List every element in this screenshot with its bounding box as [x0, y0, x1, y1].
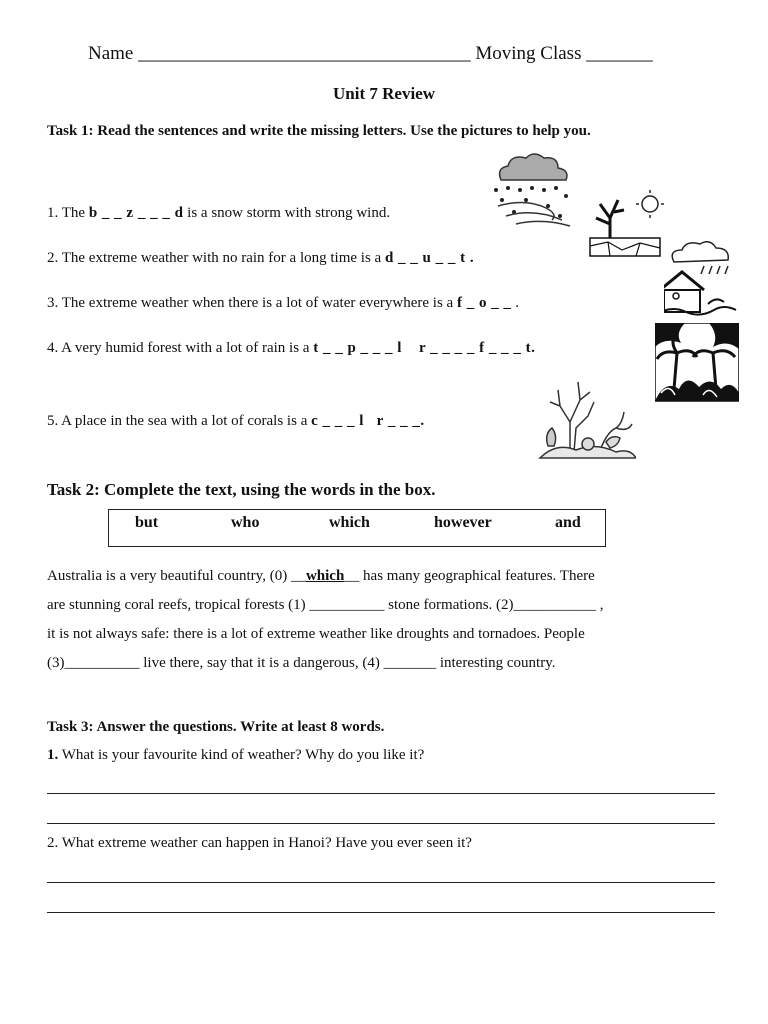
word-box-item: however — [434, 514, 492, 531]
coral-reef-icon — [536, 372, 636, 462]
item-text: . — [511, 295, 519, 311]
name-label: Name — [88, 43, 134, 64]
missing-letters[interactable]: c _ _ _ l r _ _ _. — [311, 413, 425, 429]
class-label: Moving Class — [475, 43, 582, 64]
answer-line[interactable] — [47, 912, 715, 913]
task3-instruction: Task 3: Answer the questions. Write at least 8 words. — [47, 719, 385, 735]
task1-item-1 — [47, 205, 390, 222]
task1-item-3 — [47, 295, 519, 312]
word-box-item: but — [135, 514, 159, 531]
rainforest-icon — [655, 323, 739, 403]
task2-text-line: it is not always safe: there is a lot of extreme weather like droughts and tornadoes. People — [47, 626, 585, 642]
snowstorm-icon — [486, 150, 576, 230]
task1-instruction: Task 1: Read the sentences and write the missing letters. Use the pictures to help you. — [47, 123, 591, 139]
class-blank[interactable]: _______ — [586, 43, 653, 64]
question-number: 1. — [47, 747, 59, 763]
missing-letters[interactable]: f _ o _ _ — [456, 295, 512, 311]
missing-letters[interactable]: b _ _ z _ _ _ d — [88, 205, 184, 221]
question-text: What is your favourite kind of weather? Why do you like it? — [58, 747, 425, 763]
missing-letters[interactable]: d _ _ u _ _ t . — [384, 250, 475, 266]
task2-instruction: Task 2: Complete the text, using the words in the box. — [47, 480, 436, 499]
answer-line[interactable] — [47, 882, 715, 883]
flood-icon — [664, 240, 738, 320]
task2-text-line — [47, 568, 595, 585]
task2-text-line[interactable]: are stunning coral reefs, tropical forests (1) __________ stone formations. (2)___________ , — [47, 597, 604, 613]
text-segment: __ has many geographical features. There — [344, 568, 595, 584]
page-title: Unit 7 Review — [333, 84, 435, 103]
answer-line[interactable] — [47, 823, 715, 824]
item-text: 3. The extreme weather when there is a lot of water everywhere is a — [47, 295, 457, 311]
item-text: is a snow storm with strong wind. — [183, 205, 391, 221]
word-box-item: who — [231, 514, 260, 531]
task1-item-5 — [47, 413, 425, 430]
task2-text-line[interactable]: (3)__________ live there, say that it is a dangerous, (4) _______ interesting country. — [47, 655, 556, 671]
word-box — [108, 509, 606, 547]
word-box-item: and — [555, 514, 581, 531]
task3-question-2: 2. What extreme weather can happen in Hanoi? Have you ever seen it? — [47, 835, 472, 851]
task1-item-4 — [47, 340, 535, 357]
item-text: 4. A very humid forest with a lot of rain is a — [47, 340, 314, 356]
name-class-line — [88, 43, 653, 65]
task1-item-2 — [47, 250, 474, 267]
answer-line[interactable] — [47, 793, 715, 794]
name-blank[interactable]: ___________________________________ — [138, 43, 471, 64]
item-text: 1. The — [47, 205, 89, 221]
item-text: 5. A place in the sea with a lot of corals is a — [47, 413, 312, 429]
task3-question-1 — [47, 747, 424, 764]
example-answer: which — [305, 568, 345, 584]
word-box-item: which — [329, 514, 370, 531]
missing-letters[interactable]: t _ _ p _ _ _ l r _ _ _ _ f _ _ _ t. — [313, 340, 536, 356]
drought-icon — [588, 188, 664, 258]
item-text: 2. The extreme weather with no rain for a long time is a — [47, 250, 385, 266]
text-segment: Australia is a very beautiful country, (0) __ — [47, 568, 306, 584]
